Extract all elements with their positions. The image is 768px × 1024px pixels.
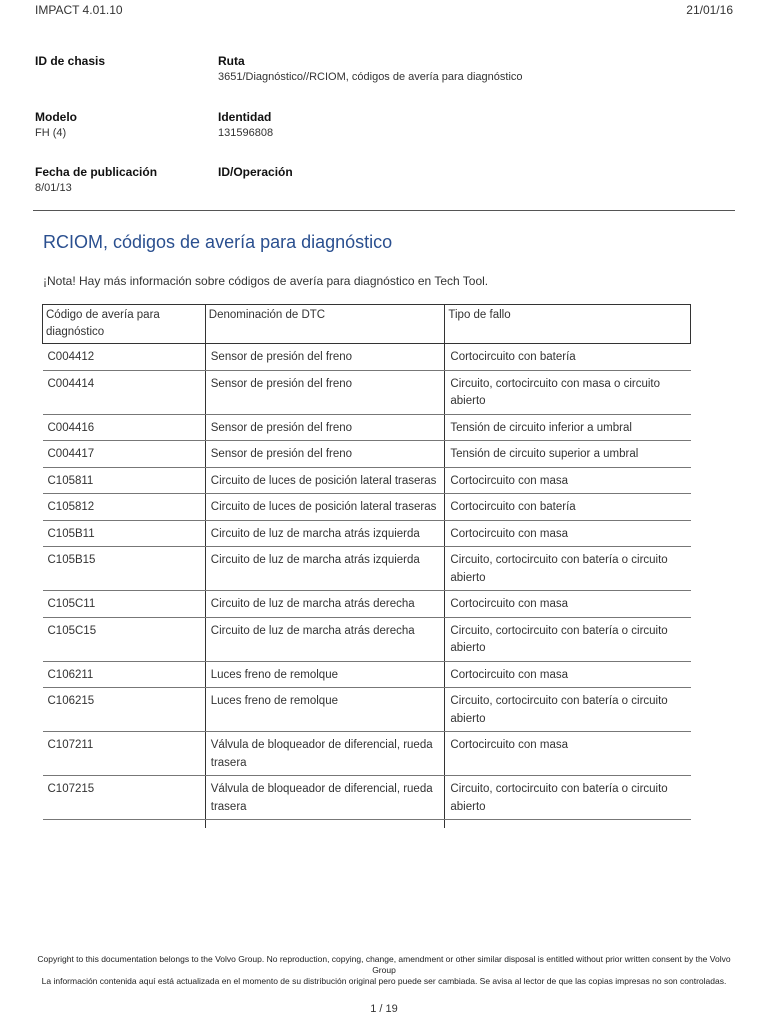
route-label: Ruta: [218, 54, 245, 68]
table-row: [43, 547, 691, 591]
cell-fault-type: Cortocircuito con masa: [445, 591, 691, 618]
route-block: [218, 54, 523, 83]
cell-fault-type: Circuito, cortocircuito con batería o circuito abierto: [445, 688, 691, 732]
table-row: [43, 370, 691, 414]
table-row: [43, 591, 691, 618]
table-row: [43, 520, 691, 547]
cell-code: C107215: [43, 776, 206, 820]
document-note: ¡Nota! Hay más información sobre códigos de avería para diagnóstico en Tech Tool.: [43, 274, 489, 288]
cell-code: C004417: [43, 441, 206, 468]
page-number: 1 / 19: [370, 1003, 398, 1015]
cell-fault-type: Circuito, cortocircuito con masa o circuito abierto: [445, 370, 691, 414]
footer: [30, 954, 738, 987]
route-value: 3651/Diagnóstico//RCIOM, códigos de avería para diagnóstico: [218, 71, 523, 83]
model-label: Modelo: [35, 110, 77, 124]
continuation-cell: [43, 820, 206, 829]
table-row: [43, 414, 691, 441]
cell-fault-type: Tensión de circuito superior a umbral: [445, 441, 691, 468]
cell-fault-type: Tensión de circuito inferior a umbral: [445, 414, 691, 441]
cell-fault-type: Circuito, cortocircuito con batería o circuito abierto: [445, 617, 691, 661]
continuation-cell: [445, 820, 691, 829]
copyright-notice: Copyright to this documentation belongs to the Volvo Group. No reproduction, copying, change, amendment or other similar disposal is entitled without prior written consent by the Volvo Group: [37, 954, 731, 975]
cell-code: C105C15: [43, 617, 206, 661]
cell-code: C106211: [43, 661, 206, 688]
header-dtc-name: Denominación de DTC: [205, 305, 445, 344]
cell-dtc-name: Circuito de luz de marcha atrás derecha: [205, 591, 445, 618]
header-code: Código de avería para diagnóstico: [43, 305, 206, 344]
cell-dtc-name: Circuito de luces de posición lateral traseras: [205, 467, 445, 494]
cell-dtc-name: Circuito de luces de posición lateral traseras: [205, 494, 445, 521]
table-row: [43, 776, 691, 820]
chassis-block: [35, 54, 105, 71]
table-row: [43, 467, 691, 494]
cell-dtc-name: Circuito de luz de marcha atrás izquierda: [205, 547, 445, 591]
cell-code: C106215: [43, 688, 206, 732]
dtc-table: [42, 304, 691, 828]
cell-dtc-name: Luces freno de remolque: [205, 661, 445, 688]
cell-code: C004414: [43, 370, 206, 414]
model-value: FH (4): [35, 127, 67, 139]
continuation-cell: [205, 820, 445, 829]
identity-label: Identidad: [218, 110, 272, 124]
cell-dtc-name: Válvula de bloqueador de diferencial, rueda trasera: [205, 732, 445, 776]
app-version: IMPACT 4.01.10: [35, 3, 123, 17]
pubdate-value: 8/01/13: [35, 182, 72, 194]
cell-dtc-name: Circuito de luz de marcha atrás derecha: [205, 617, 445, 661]
cell-code: C105812: [43, 494, 206, 521]
cell-code: C004416: [43, 414, 206, 441]
pubdate-block: [35, 165, 157, 194]
cell-code: C004412: [43, 344, 206, 371]
table-row: [43, 661, 691, 688]
cell-fault-type: Circuito, cortocircuito con batería o circuito abierto: [445, 547, 691, 591]
cell-dtc-name: Sensor de presión del freno: [205, 370, 445, 414]
cell-dtc-name: Sensor de presión del freno: [205, 344, 445, 371]
cell-fault-type: Circuito, cortocircuito con batería o circuito abierto: [445, 776, 691, 820]
cell-code: C107211: [43, 732, 206, 776]
cell-code: C105B11: [43, 520, 206, 547]
model-block: [35, 110, 77, 139]
identity-block: [218, 110, 273, 139]
table-row: [43, 344, 691, 371]
cell-code: C105B15: [43, 547, 206, 591]
cell-fault-type: Cortocircuito con masa: [445, 467, 691, 494]
table-row: [43, 494, 691, 521]
cell-fault-type: Cortocircuito con batería: [445, 344, 691, 371]
cell-code: C105811: [43, 467, 206, 494]
cell-fault-type: Cortocircuito con batería: [445, 494, 691, 521]
pubdate-label: Fecha de publicación: [35, 165, 158, 179]
cell-dtc-name: Válvula de bloqueador de diferencial, rueda trasera: [205, 776, 445, 820]
print-date: 21/01/16: [686, 3, 733, 17]
table-header-row: [43, 305, 691, 344]
cell-code: C105C11: [43, 591, 206, 618]
operation-block: [218, 165, 293, 182]
cell-fault-type: Cortocircuito con masa: [445, 661, 691, 688]
cell-dtc-name: Luces freno de remolque: [205, 688, 445, 732]
table-row: [43, 688, 691, 732]
cell-fault-type: Cortocircuito con masa: [445, 732, 691, 776]
identity-value: 131596808: [218, 127, 274, 139]
header-divider: [33, 210, 735, 211]
table-row: [43, 441, 691, 468]
operation-label: ID/Operación: [218, 165, 293, 179]
header-fault-type: Tipo de fallo: [445, 305, 691, 344]
table-continuation-row: [43, 820, 691, 829]
cell-dtc-name: Circuito de luz de marcha atrás izquierda: [205, 520, 445, 547]
distribution-notice: La información contenida aquí está actualizada en el momento de su distribución original pero puede ser cambiada. Se avisa al lector de que las copias impresas no son controladas.: [41, 976, 727, 986]
table-row: [43, 732, 691, 776]
cell-fault-type: Cortocircuito con masa: [445, 520, 691, 547]
cell-dtc-name: Sensor de presión del freno: [205, 441, 445, 468]
chassis-label: ID de chasis: [35, 54, 106, 68]
table-row: [43, 617, 691, 661]
document-title: RCIOM, códigos de avería para diagnóstico: [43, 232, 393, 252]
cell-dtc-name: Sensor de presión del freno: [205, 414, 445, 441]
